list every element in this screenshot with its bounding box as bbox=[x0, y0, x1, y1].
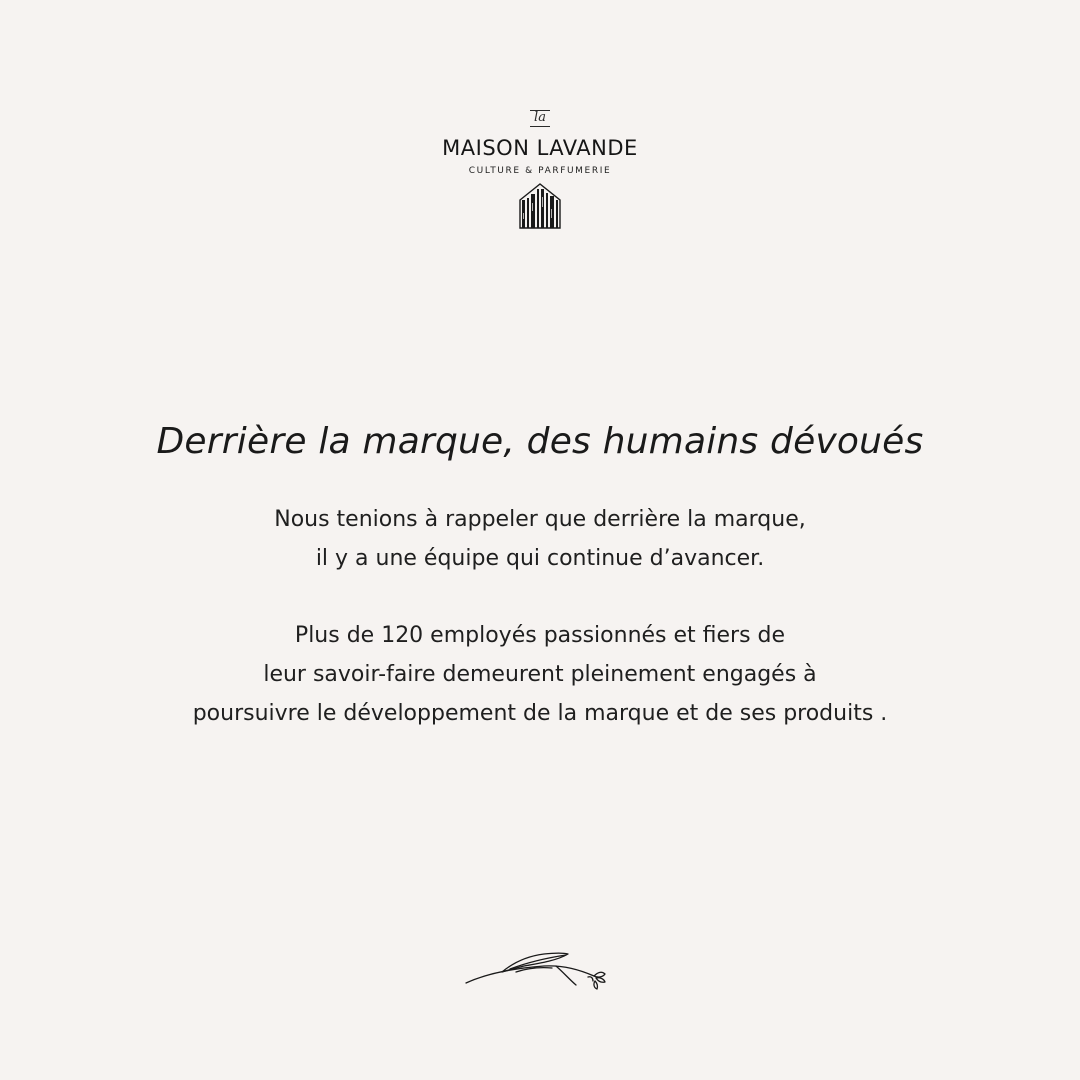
paragraph-team bbox=[0, 500, 1080, 578]
paragraph-employees bbox=[0, 616, 1080, 733]
paragraph-line: poursuivre le développement de la marque et de ses produits . bbox=[192, 701, 888, 726]
logo-brand-name: MAISON LAVANDE bbox=[442, 136, 638, 160]
paragraph-line: leur savoir-faire demeurent pleinement engagés à bbox=[263, 662, 817, 687]
paragraph-line: Nous tenions à rappeler que derrière la marque, bbox=[274, 507, 806, 532]
paragraph-line: il y a une équipe qui continue d’avancer. bbox=[315, 546, 765, 571]
lavender-sprig-icon bbox=[462, 946, 618, 996]
logo-tagline: CULTURE & PARFUMERIE bbox=[468, 166, 612, 176]
page-title: Derrière la marque, des humains dévoués bbox=[156, 421, 924, 462]
paragraph-line: Plus de 120 employés passionnés et fiers de bbox=[294, 623, 786, 648]
building-icon bbox=[519, 183, 561, 229]
brand-logo bbox=[0, 106, 1080, 229]
logo-la-text: la bbox=[530, 110, 550, 127]
